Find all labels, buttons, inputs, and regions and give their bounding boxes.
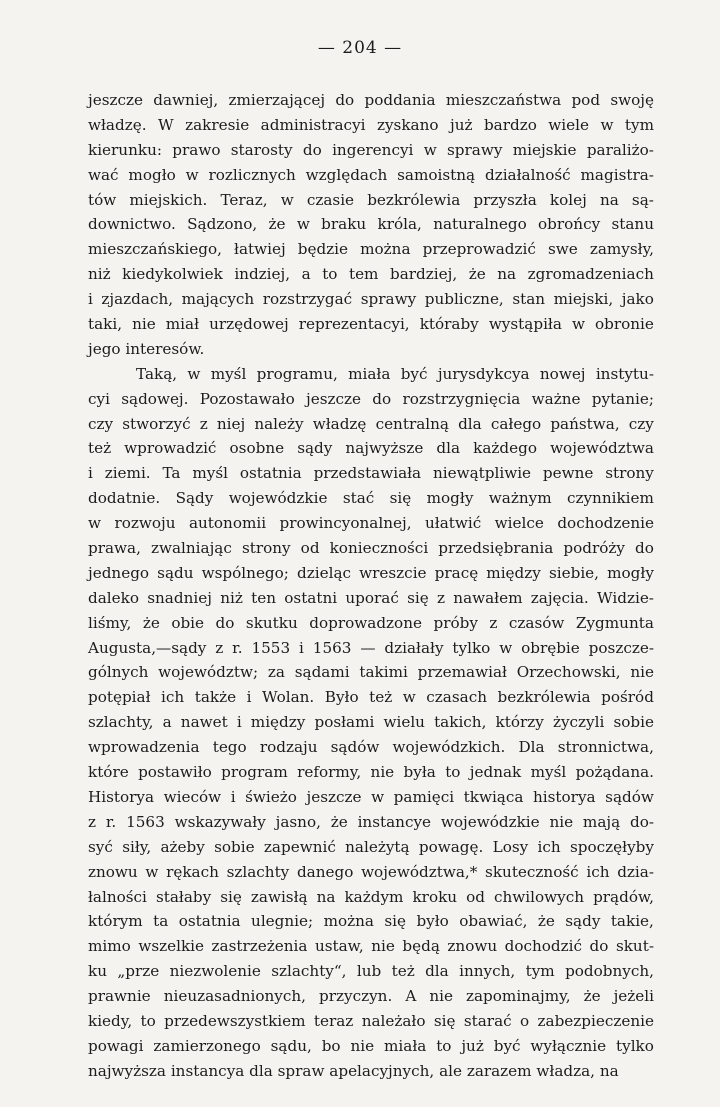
text-line: jego interesów. <box>88 339 205 358</box>
text-line: tów miejskich. Teraz, w czasie bezkrólewia przyszła kolej na są- <box>88 190 654 209</box>
text-line: jednego sądu wspólnego; dzieląc wreszcie pracę między siebie, mogły <box>88 563 654 582</box>
text-line: Taką, w myśl programu, miała być jurysdykcya nowej instytu- <box>136 364 654 383</box>
text-line: które postawiło program reformy, nie była to jednak myśl pożądana. <box>88 763 654 782</box>
text-line: liśmy, że obie do skutku doprowadzone próby z czasów Zygmunta <box>88 613 654 632</box>
text-line: prawnie nieuzasadnionych, przyczyn. A nie zapominajmy, że jeżeli <box>88 987 654 1006</box>
text-line: syć siły, ażeby sobie zapewnić należytą powagę. Losy ich spoczęłyby <box>88 837 654 856</box>
text-line: którym ta ostatnia ulegnie; można się było obawiać, że sądy takie, <box>88 912 654 931</box>
text-line: ku „prze niezwolenie szlachty“, lub też dla innych, tym podobnych, <box>88 962 654 981</box>
text-line: prawa, zwalniając strony od konieczności przedsiębrania podróży do <box>88 539 654 558</box>
page-number: — 204 — <box>317 38 403 58</box>
text-line: też wprowadzić osobne sądy najwyższe dla każdego województwa <box>88 439 654 458</box>
text-line: mimo wszelkie zastrzeżenia ustaw, nie będą znowu dochodzić do skut- <box>88 937 654 956</box>
text-line: cyi sądowej. Pozostawało jeszcze do rozstrzygnięcia ważne pytanie; <box>88 389 654 408</box>
text-line: gólnych województw; za sądami takimi przemawiał Orzechowski, nie <box>88 663 654 682</box>
text-line: w rozwoju autonomii prowincyonalnej, ułatwić wielce dochodzenie <box>88 514 654 533</box>
text-line: taki, nie miał urzędowej reprezentacyi, któraby wystąpiła w obronie <box>88 315 654 334</box>
text-line: niż kiedykolwiek indziej, a to tem bardziej, że na zgromadzeniach <box>88 265 654 284</box>
text-line: znowu w rękach szlachty danego województwa,* skuteczność ich dzia- <box>88 862 654 881</box>
text-line: władzę. W zakresie administracyi zyskano już bardzo wiele w tym <box>88 115 654 134</box>
text-line: Historya wieców i świeżo jeszcze w pamięci tkwiąca historya sądów <box>88 787 654 806</box>
text-line: daleko snadniej niż ten ostatni uporać się z nawałem zajęcia. Widzie- <box>88 588 654 607</box>
text-line: wać mogło w rozlicznych względach samoistną działalność magistra- <box>88 165 654 184</box>
text-line: downictwo. Sądzono, że w braku króla, naturalnego obrońcy stanu <box>88 215 654 234</box>
text-line: jeszcze dawniej, zmierzającej do poddania mieszczaństwa pod swoję <box>88 91 654 109</box>
text-line: czy stworzyć z niej należy władzę centralną dla całego państwa, czy <box>88 414 654 433</box>
page-body <box>88 88 654 1084</box>
paragraph <box>88 362 654 1084</box>
text-line: Augusta,—sądy z r. 1553 i 1563 — działały tylko w obrębie poszcze- <box>88 638 654 657</box>
text-line: łalności stałaby się zawisłą na każdym kroku od chwilowych prądów, <box>88 887 654 906</box>
text-line: z r. 1563 wskazywały jasno, że instancye wojewódzkie nie mają do- <box>88 812 654 831</box>
text-line: najwyższa instancya dla spraw apelacyjnych, ale zarazem władza, na <box>88 1061 619 1080</box>
text-line: i ziemi. Ta myśl ostatnia przedstawiała niewątpliwie pewne strony <box>88 464 654 483</box>
text-line: kierunku: prawo starosty do ingerencyi w sprawy miejskie paraliżo- <box>88 140 654 159</box>
paragraph <box>88 88 654 362</box>
text-line: kiedy, to przedewszystkiem teraz należało się starać o zabezpieczenie <box>88 1011 654 1030</box>
text-line: potępiał ich także i Wolan. Było też w czasach bezkrólewia pośród <box>88 688 654 707</box>
text-line: i zjazdach, mających rozstrzygać sprawy publiczne, stan miejski, jako <box>88 290 654 309</box>
text-line: powagi zamierzonego sądu, bo nie miała to już być wyłącznie tylko <box>88 1036 654 1055</box>
text-line: szlachty, a nawet i między posłami wielu takich, którzy życzyli sobie <box>88 713 654 732</box>
text-line: dodatnie. Sądy wojewódzkie stać się mogły ważnym czynnikiem <box>88 489 654 508</box>
text-line: wprowadzenia tego rodzaju sądów wojewódzkich. Dla stronnictwa, <box>88 738 654 757</box>
text-line: mieszczańskiego, łatwiej będzie można przeprowadzić swe zamysły, <box>88 240 654 259</box>
